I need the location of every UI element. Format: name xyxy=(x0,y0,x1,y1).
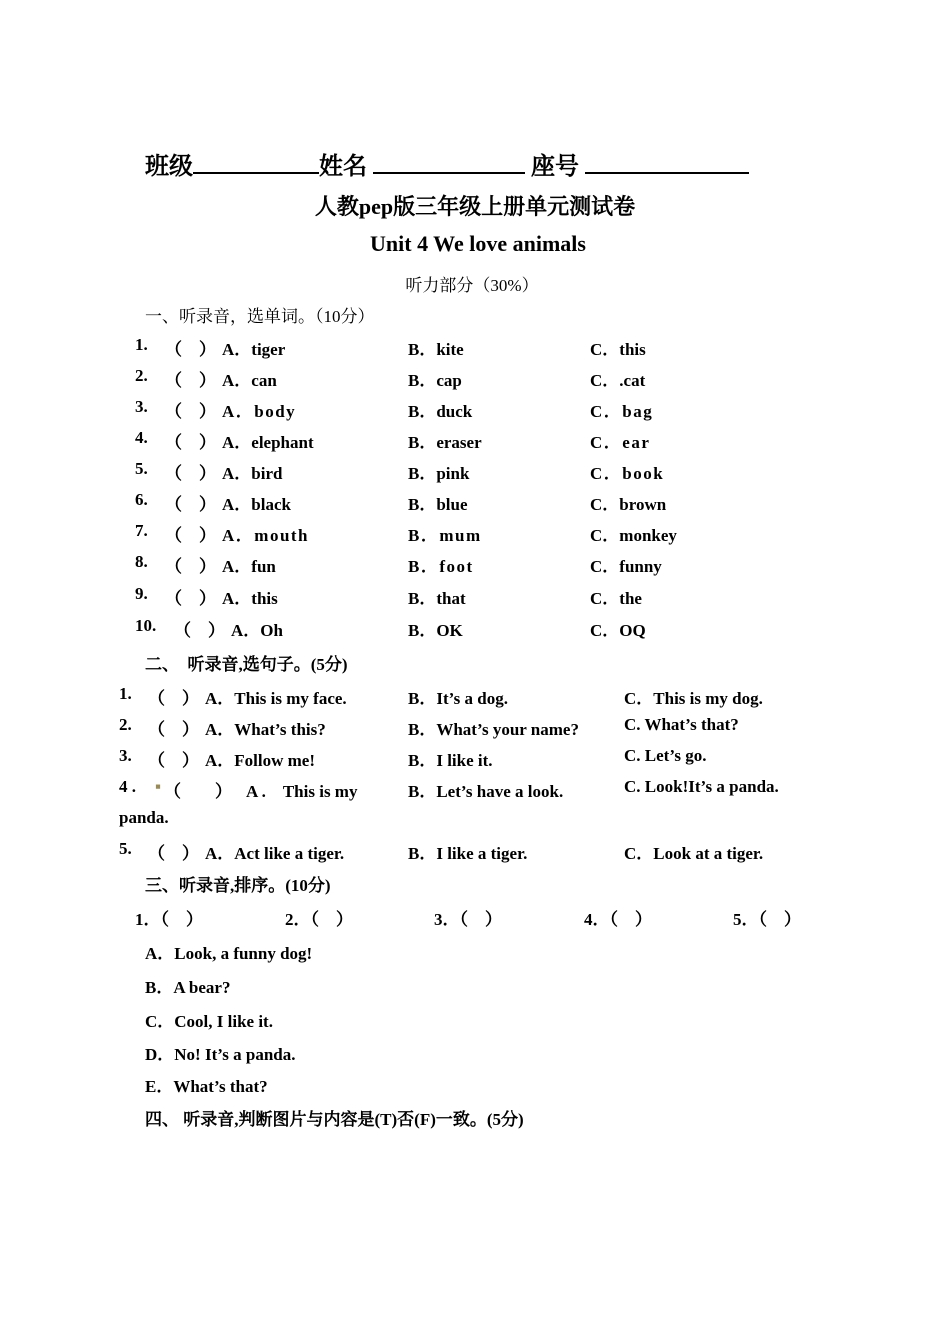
s1-num: 4. xyxy=(135,428,148,447)
s2-num: 5. xyxy=(119,839,132,858)
s2-num: 3. xyxy=(119,746,132,765)
s1-answer-paren[interactable]: （ ） xyxy=(165,495,216,514)
s2-option-a: A . This is my xyxy=(246,782,358,801)
s1-answer-paren[interactable]: （ ） xyxy=(165,371,216,390)
s1-option-a: A．mouth xyxy=(222,526,310,545)
s1-option-b: B．duck xyxy=(408,402,473,421)
s1-option-b: B．eraser xyxy=(408,433,482,452)
s1-option-c: C．book xyxy=(590,464,665,483)
class-blank[interactable] xyxy=(193,150,319,174)
s2-option-c: C. What’s that? xyxy=(624,715,739,734)
s1-num: 8. xyxy=(135,552,148,571)
s2-option-c: C．This is my dog. xyxy=(624,689,763,708)
s1-option-c: C．.cat xyxy=(590,371,646,390)
s2-option-b: B．What’s your name? xyxy=(408,720,579,739)
order-slot[interactable]: 1．（ ） xyxy=(135,910,203,929)
s1-num: 9. xyxy=(135,584,148,603)
order-slot[interactable]: 2．（ ） xyxy=(285,910,353,929)
s2-answer-paren[interactable]: （ ） xyxy=(148,720,199,739)
s2-answer-paren[interactable]: （ ） xyxy=(164,782,232,801)
unit-title: Unit 4 We love animals xyxy=(370,231,586,256)
s1-num: 5. xyxy=(135,459,148,478)
section2-heading: 二、 听录音,选句子。(5分) xyxy=(145,655,348,674)
s2-option-a: A．Follow me! xyxy=(205,751,316,770)
s1-answer-paren[interactable]: （ ） xyxy=(165,526,216,545)
s1-answer-paren[interactable]: （ ） xyxy=(165,589,216,608)
s2-option-b: B．Let’s have a look. xyxy=(408,782,564,801)
order-option: A．Look, a funny dog! xyxy=(145,944,313,963)
s2-option-b: B．It’s a dog. xyxy=(408,689,508,708)
s1-option-c: C．brown xyxy=(590,495,667,514)
s1-option-c: C．this xyxy=(590,340,646,359)
class-label: 班级 xyxy=(145,154,193,180)
s2-option-c: C．Look at a tiger. xyxy=(624,844,764,863)
s1-option-b: B．that xyxy=(408,589,466,608)
s2-option-a: A．What’s this? xyxy=(205,720,326,739)
order-slot[interactable]: 4．（ ） xyxy=(584,910,652,929)
listening-heading: 听力部分（30%） xyxy=(405,276,539,295)
s2-option-b: B．I like it. xyxy=(408,751,493,770)
s1-option-a: A．black xyxy=(222,495,291,514)
s1-option-b: B．OK xyxy=(408,621,463,640)
s1-answer-paren[interactable]: （ ） xyxy=(165,433,216,452)
s1-num: 6. xyxy=(135,490,148,509)
s2-answer-paren[interactable]: （ ） xyxy=(148,751,199,770)
page-title: 人教pep版三年级上册单元测试卷 xyxy=(314,194,636,219)
s1-option-a: A．fun xyxy=(222,557,276,576)
s1-option-b: B．mum xyxy=(408,526,482,545)
s2-option-c: C. Let’s go. xyxy=(624,746,707,765)
s1-option-c: C．bag xyxy=(590,402,654,421)
s1-option-c: C．ear xyxy=(590,433,651,452)
name-label: 姓名 xyxy=(319,154,367,180)
dot-mark-icon: ▪ xyxy=(155,777,162,796)
seat-blank[interactable] xyxy=(585,150,749,174)
s2-option-c: C. Look!It’s a panda. xyxy=(624,777,779,796)
s1-option-a: A．can xyxy=(222,371,277,390)
s1-option-c: C．monkey xyxy=(590,526,677,545)
s1-answer-paren[interactable]: （ ） xyxy=(165,464,216,483)
s1-option-b: B．cap xyxy=(408,371,462,390)
s1-answer-paren[interactable]: （ ） xyxy=(165,557,216,576)
section3-heading: 三、听录音,排序。(10分) xyxy=(145,876,331,895)
s2-num: 2. xyxy=(119,715,132,734)
order-slot[interactable]: 5．（ ） xyxy=(733,910,801,929)
s2-option-a-continuation: panda. xyxy=(119,808,169,827)
s1-num: 2. xyxy=(135,366,148,385)
section1-heading: 一、听录音，选单词。（10分） xyxy=(145,307,375,326)
s1-option-a: A．body xyxy=(222,402,297,421)
seat-label: 座号 xyxy=(531,154,579,180)
section4-heading: 四、 听录音,判断图片与内容是(T)否(F)一致。(5分) xyxy=(145,1110,524,1129)
student-info-line xyxy=(145,146,749,181)
s2-option-a: A．Act like a tiger. xyxy=(205,844,345,863)
s1-answer-paren[interactable]: （ ） xyxy=(165,402,216,421)
s1-option-b: B．blue xyxy=(408,495,468,514)
s1-option-a: A．Oh xyxy=(231,621,283,640)
s1-num: 10. xyxy=(135,616,157,635)
s2-option-a: A．This is my face. xyxy=(205,689,347,708)
s1-option-c: C．the xyxy=(590,589,642,608)
s2-num: 4 . xyxy=(119,777,136,796)
s1-option-b: B．foot xyxy=(408,557,474,576)
s1-option-b: B．kite xyxy=(408,340,464,359)
s2-num: 1. xyxy=(119,684,132,703)
s1-answer-paren[interactable]: （ ） xyxy=(174,621,225,640)
s2-answer-paren[interactable]: （ ） xyxy=(148,844,199,863)
s1-option-a: A．elephant xyxy=(222,433,314,452)
order-slot[interactable]: 3．（ ） xyxy=(434,910,502,929)
order-option: D．No! It’s a panda. xyxy=(145,1045,296,1064)
s2-answer-paren[interactable]: （ ） xyxy=(148,689,199,708)
s1-option-a: A．tiger xyxy=(222,340,286,359)
s1-num: 7. xyxy=(135,521,148,540)
s1-answer-paren[interactable]: （ ） xyxy=(165,340,216,359)
order-option: E．What’s that? xyxy=(145,1077,268,1096)
order-option: B．A bear? xyxy=(145,978,231,997)
s1-option-b: B．pink xyxy=(408,464,470,483)
s1-num: 1. xyxy=(135,335,148,354)
order-option: C．Cool, I like it. xyxy=(145,1012,273,1031)
s1-option-c: C．funny xyxy=(590,557,662,576)
s1-option-a: A．bird xyxy=(222,464,283,483)
s1-option-c: C．OQ xyxy=(590,621,646,640)
s2-option-b: B．I like a tiger. xyxy=(408,844,528,863)
name-blank[interactable] xyxy=(373,150,525,174)
s1-num: 3. xyxy=(135,397,148,416)
s1-option-a: A．this xyxy=(222,589,278,608)
